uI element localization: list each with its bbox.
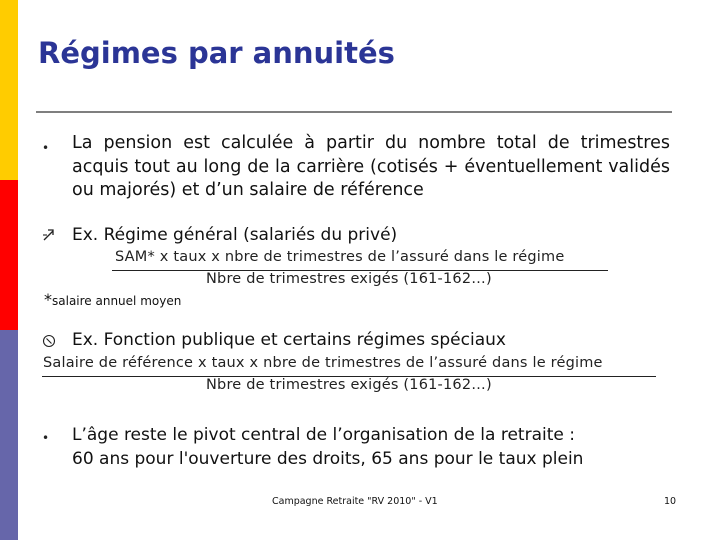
- slide-title: Régimes par annuités: [38, 36, 395, 70]
- page-number: 10: [664, 496, 677, 507]
- footnote-star: *: [44, 290, 52, 309]
- formula-general-denominator: Nbre de trimestres exigés (161-162…): [206, 271, 492, 287]
- item-regime-general: Ex. Régime général (salariés du privé): [72, 225, 398, 245]
- footer-caption: Campagne Retraite "RV 2010" - V1: [272, 496, 438, 507]
- target-bullet-icon: [41, 333, 57, 349]
- sidebar-band-yellow: [0, 0, 18, 180]
- formula-public-numerator: Salaire de référence x taux x nbre de trimestres de l’assuré dans le régime: [43, 355, 603, 371]
- item-fonction-publique: Ex. Fonction publique et certains régimes spéciaux: [72, 330, 506, 350]
- formula-general-numerator: SAM* x taux x nbre de trimestres de l’assuré dans le régime: [115, 249, 565, 265]
- bullet-dot-icon: •: [42, 431, 50, 445]
- bullet-age-line2: 60 ans pour l'ouverture des droits, 65 ans pour le taux plein: [72, 449, 584, 469]
- bullet-pension-calculation: La pension est calculée à partir du nombre total de trimestres acquis tout au long de la carrière (cotisés + éventuellement validés ou majorés) et d’un salaire de référence: [72, 133, 670, 200]
- sidebar-band-blue: [0, 330, 18, 540]
- formula-public-denominator: Nbre de trimestres exigés (161-162…): [206, 377, 492, 393]
- title-divider: [36, 111, 672, 113]
- bullet-dot-icon: •: [42, 141, 50, 155]
- sidebar-band-red: [0, 180, 18, 330]
- sidebar-color-band: [0, 0, 18, 540]
- arrow-icon: [40, 226, 58, 244]
- footnote-text: salaire annuel moyen: [52, 294, 182, 308]
- footnote-sam: [44, 290, 181, 309]
- bullet-age-line1: L’âge reste le pivot central de l’organisation de la retraite :: [72, 425, 575, 445]
